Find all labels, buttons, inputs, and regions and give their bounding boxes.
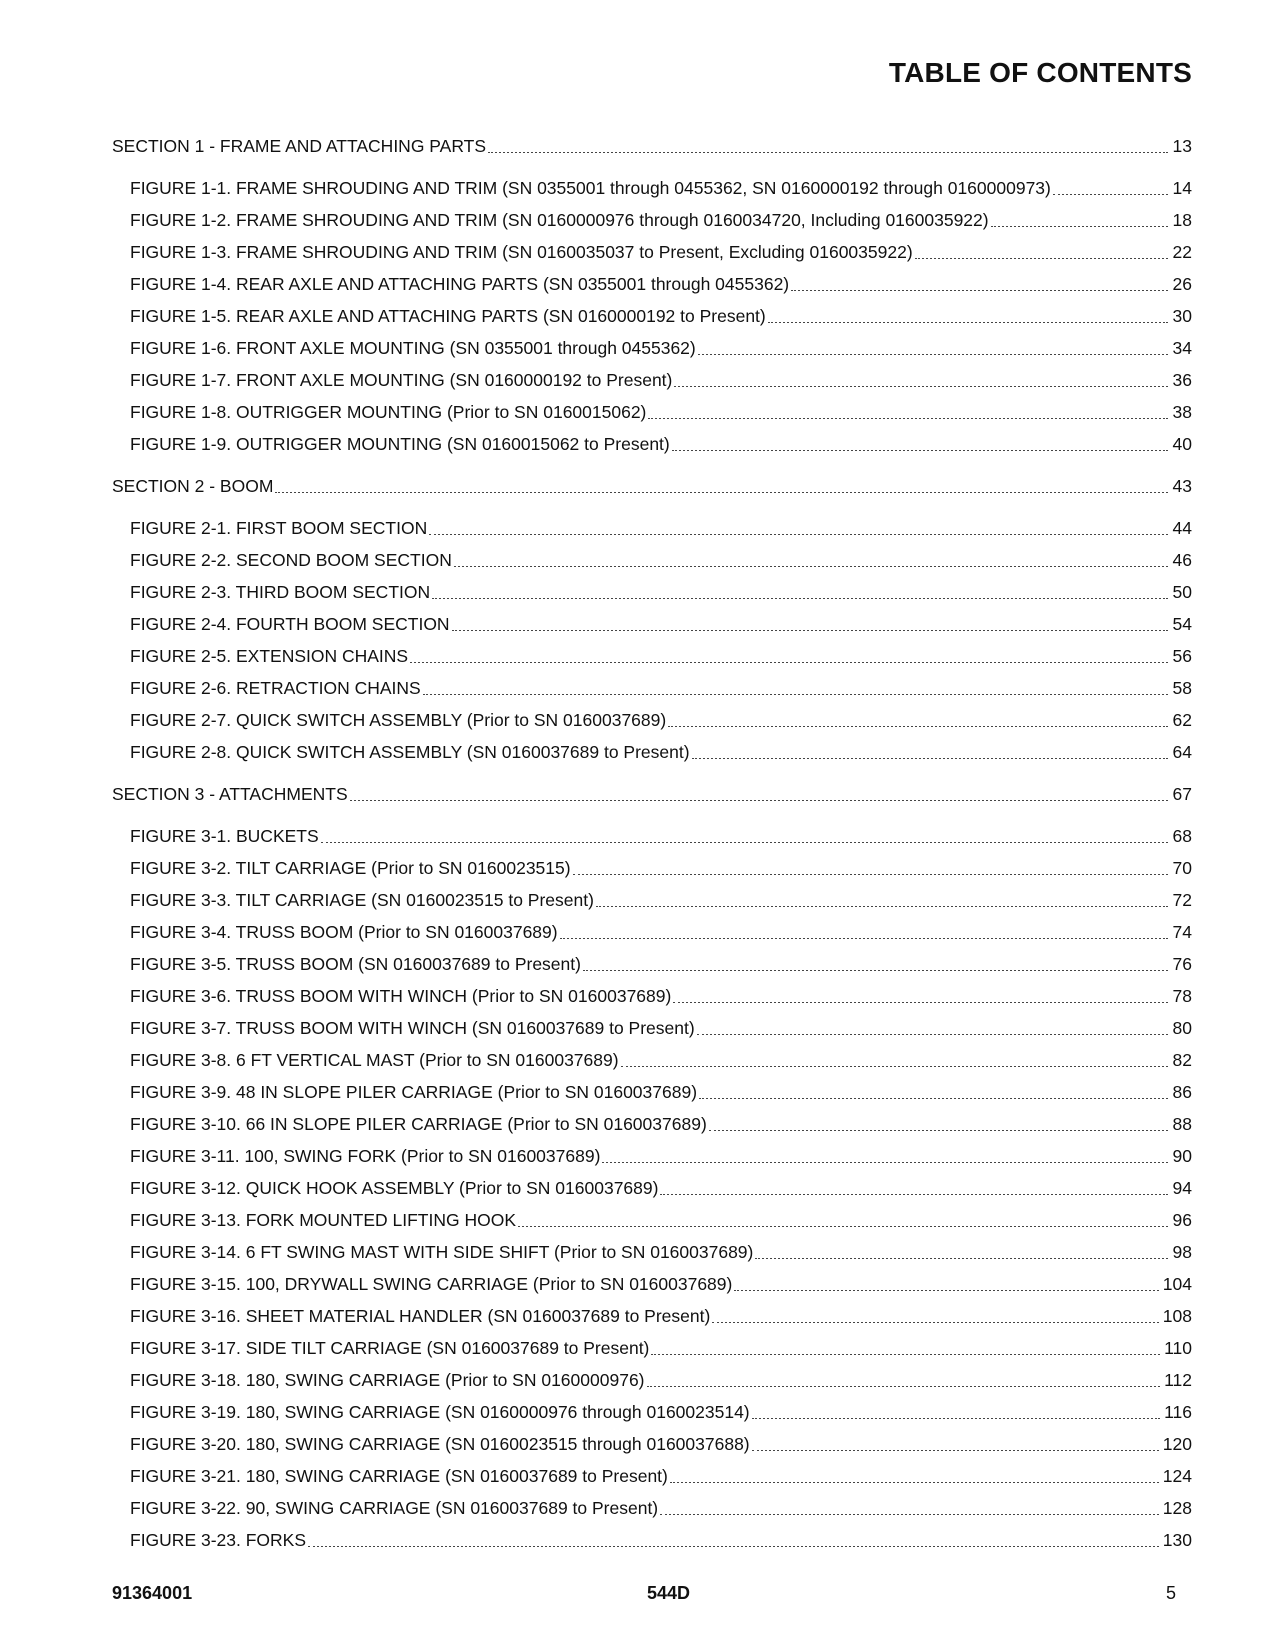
toc-entry-page[interactable]: 13 — [1172, 136, 1192, 156]
toc-entry-page[interactable]: 64 — [1172, 742, 1192, 762]
dot-leader — [1053, 194, 1168, 195]
toc-entry-page[interactable]: 86 — [1172, 1082, 1192, 1102]
toc-entry-title[interactable]: FIGURE 3-4. TRUSS BOOM (Prior to SN 0160037689) — [130, 922, 558, 942]
document-number: 91364001 — [112, 1583, 193, 1603]
toc-entry-page[interactable]: 50 — [1172, 582, 1192, 602]
toc-entry-title[interactable]: FIGURE 3-9. 48 IN SLOPE PILER CARRIAGE (Prior to SN 0160037689) — [130, 1082, 698, 1102]
table-of-contents — [112, 130, 1192, 1556]
toc-section-entry[interactable] — [112, 778, 1192, 810]
dot-leader — [668, 726, 1168, 727]
toc-entry-title[interactable]: FIGURE 1-5. REAR AXLE AND ATTACHING PARTS (SN 0160000192 to Present) — [130, 306, 766, 326]
toc-entry-page[interactable]: 40 — [1172, 434, 1192, 454]
toc-figure-entry[interactable] — [112, 428, 1192, 460]
dot-leader — [452, 630, 1168, 631]
toc-entry-page[interactable]: 26 — [1172, 274, 1192, 294]
toc-entry-title[interactable]: FIGURE 3-19. 180, SWING CARRIAGE (SN 0160000976 through 0160023514) — [130, 1402, 750, 1422]
dot-leader — [752, 1418, 1160, 1419]
dot-leader — [350, 800, 1168, 801]
toc-entry-page[interactable]: 67 — [1172, 784, 1192, 804]
toc-figure-entry[interactable] — [112, 704, 1192, 736]
toc-figure-entry[interactable] — [112, 1172, 1192, 1204]
dot-leader — [429, 534, 1168, 535]
toc-figure-entry[interactable] — [112, 332, 1192, 364]
toc-figure-entry[interactable] — [112, 512, 1192, 544]
dot-leader — [560, 938, 1168, 939]
toc-entry-page[interactable]: 68 — [1172, 826, 1192, 846]
dot-leader — [518, 1226, 1168, 1227]
toc-entry-page[interactable]: 80 — [1172, 1018, 1192, 1038]
toc-figure-entry[interactable] — [112, 852, 1192, 884]
toc-section-entry[interactable] — [112, 130, 1192, 162]
toc-entry-title[interactable]: FIGURE 3-7. TRUSS BOOM WITH WINCH (SN 0160037689 to Present) — [130, 1018, 695, 1038]
dot-leader — [308, 1546, 1159, 1547]
toc-figure-entry[interactable] — [112, 576, 1192, 608]
toc-figure-entry[interactable] — [112, 608, 1192, 640]
toc-entry-title[interactable]: FIGURE 1-6. FRONT AXLE MOUNTING (SN 0355001 through 0455362) — [130, 338, 696, 358]
toc-entry-title[interactable]: FIGURE 2-5. EXTENSION CHAINS — [130, 646, 409, 666]
toc-entry-title[interactable]: FIGURE 3-2. TILT CARRIAGE (Prior to SN 0160023515) — [130, 858, 571, 878]
toc-entry-page[interactable]: 88 — [1172, 1114, 1192, 1134]
dot-leader — [791, 290, 1168, 291]
dot-leader — [621, 1066, 1168, 1067]
toc-entry-page[interactable]: 38 — [1172, 402, 1192, 422]
dot-leader — [275, 492, 1168, 493]
dot-leader — [596, 906, 1168, 907]
toc-entry-page[interactable]: 108 — [1162, 1306, 1192, 1326]
toc-figure-entry[interactable] — [112, 1268, 1192, 1300]
dot-leader — [321, 842, 1168, 843]
dot-leader — [709, 1130, 1168, 1131]
toc-entry-page[interactable]: 72 — [1172, 890, 1192, 910]
dot-leader — [752, 1450, 1159, 1451]
toc-entry-page[interactable]: 110 — [1164, 1338, 1192, 1358]
dot-leader — [915, 258, 1168, 259]
toc-figure-entry[interactable] — [112, 820, 1192, 852]
dot-leader — [670, 1482, 1159, 1483]
toc-entry-page[interactable]: 43 — [1172, 476, 1192, 496]
toc-entry-title[interactable]: SECTION 2 - BOOM — [112, 476, 274, 496]
toc-entry-title[interactable]: FIGURE 3-18. 180, SWING CARRIAGE (Prior to SN 0160000976) — [130, 1370, 645, 1390]
dot-leader — [768, 322, 1168, 323]
toc-entry-title[interactable]: FIGURE 2-7. QUICK SWITCH ASSEMBLY (Prior to SN 0160037689) — [130, 710, 667, 730]
toc-entry-title[interactable]: FIGURE 3-3. TILT CARRIAGE (SN 0160023515 to Present) — [130, 890, 594, 910]
dot-leader — [660, 1514, 1159, 1515]
toc-figure-entry[interactable] — [112, 172, 1192, 204]
toc-entry-page[interactable]: 46 — [1172, 550, 1192, 570]
dot-leader — [699, 1098, 1168, 1099]
toc-entry-page[interactable]: 74 — [1172, 922, 1192, 942]
dot-leader — [755, 1258, 1168, 1259]
toc-entry-page[interactable]: 124 — [1162, 1466, 1192, 1486]
dot-leader — [991, 226, 1168, 227]
toc-entry-title[interactable]: SECTION 3 - ATTACHMENTS — [112, 784, 348, 804]
toc-figure-entry[interactable] — [112, 1140, 1192, 1172]
toc-entry-title[interactable]: FIGURE 3-13. FORK MOUNTED LIFTING HOOK — [130, 1210, 517, 1230]
toc-entry-title[interactable]: FIGURE 3-16. SHEET MATERIAL HANDLER (SN 0160037689 to Present) — [130, 1306, 711, 1326]
dot-leader — [651, 1354, 1160, 1355]
toc-figure-entry[interactable] — [112, 204, 1192, 236]
toc-entry-page[interactable]: 22 — [1172, 242, 1192, 262]
toc-figure-entry[interactable] — [112, 1204, 1192, 1236]
toc-entry-title[interactable]: FIGURE 3-21. 180, SWING CARRIAGE (SN 0160037689 to Present) — [130, 1466, 668, 1486]
toc-entry-title[interactable]: FIGURE 3-1. BUCKETS — [130, 826, 319, 846]
toc-entry-title[interactable]: FIGURE 3-22. 90, SWING CARRIAGE (SN 0160037689 to Present) — [130, 1498, 659, 1518]
toc-entry-page[interactable]: 76 — [1172, 954, 1192, 974]
toc-figure-entry[interactable] — [112, 1364, 1192, 1396]
toc-entry-title[interactable]: FIGURE 3-15. 100, DRYWALL SWING CARRIAGE (Prior to SN 0160037689) — [130, 1274, 733, 1294]
toc-figure-entry[interactable] — [112, 1332, 1192, 1364]
dot-leader — [647, 1386, 1161, 1387]
toc-figure-entry[interactable] — [112, 672, 1192, 704]
toc-entry-title[interactable]: FIGURE 3-20. 180, SWING CARRIAGE (SN 0160023515 through 0160037688) — [130, 1434, 750, 1454]
toc-entry-title[interactable]: FIGURE 3-17. SIDE TILT CARRIAGE (SN 0160037689 to Present) — [130, 1338, 650, 1358]
dot-leader — [674, 386, 1168, 387]
toc-figure-entry[interactable] — [112, 544, 1192, 576]
toc-entry-page[interactable]: 104 — [1162, 1274, 1192, 1294]
dot-leader — [410, 662, 1168, 663]
toc-entry-title[interactable]: FIGURE 3-12. QUICK HOOK ASSEMBLY (Prior to SN 0160037689) — [130, 1178, 659, 1198]
toc-entry-page[interactable]: 82 — [1172, 1050, 1192, 1070]
toc-figure-entry[interactable] — [112, 236, 1192, 268]
toc-entry-page[interactable]: 78 — [1172, 986, 1192, 1006]
toc-entry-title[interactable]: FIGURE 3-23. FORKS — [130, 1530, 307, 1550]
toc-entry-title[interactable]: FIGURE 1-4. REAR AXLE AND ATTACHING PARTS (SN 0355001 through 0455362) — [130, 274, 790, 294]
dot-leader — [697, 1034, 1168, 1035]
dot-leader — [698, 354, 1168, 355]
dot-leader — [692, 758, 1168, 759]
dot-leader — [673, 1002, 1168, 1003]
toc-entry-page[interactable]: 70 — [1172, 858, 1192, 878]
toc-section-entry[interactable] — [112, 470, 1192, 502]
toc-figure-entry[interactable] — [112, 268, 1192, 300]
toc-figure-entry[interactable] — [112, 396, 1192, 428]
toc-figure-entry[interactable] — [112, 364, 1192, 396]
toc-entry-title[interactable]: FIGURE 1-9. OUTRIGGER MOUNTING (SN 0160015062 to Present) — [130, 434, 670, 454]
toc-figure-entry[interactable] — [112, 1076, 1192, 1108]
toc-entry-page[interactable]: 96 — [1172, 1210, 1192, 1230]
toc-entry-title[interactable]: FIGURE 2-4. FOURTH BOOM SECTION — [130, 614, 450, 634]
dot-leader — [734, 1290, 1158, 1291]
toc-figure-entry[interactable] — [112, 1460, 1192, 1492]
toc-entry-page[interactable]: 130 — [1162, 1530, 1192, 1550]
toc-figure-entry[interactable] — [112, 916, 1192, 948]
dot-leader — [583, 970, 1168, 971]
toc-figure-entry[interactable] — [112, 1396, 1192, 1428]
toc-figure-entry[interactable] — [112, 980, 1192, 1012]
toc-entry-page[interactable]: 94 — [1172, 1178, 1192, 1198]
toc-entry-title[interactable]: FIGURE 2-2. SECOND BOOM SECTION — [130, 550, 452, 570]
dot-leader — [672, 450, 1168, 451]
page-number: 5 — [1165, 1583, 1176, 1603]
toc-figure-entry[interactable] — [112, 1012, 1192, 1044]
page-footer — [112, 1583, 1192, 1607]
toc-entry-title[interactable]: FIGURE 1-3. FRAME SHROUDING AND TRIM (SN 0160035037 to Present, Excluding 0160035922) — [130, 242, 913, 262]
toc-entry-title[interactable]: FIGURE 2-8. QUICK SWITCH ASSEMBLY (SN 0160037689 to Present) — [130, 742, 690, 762]
dot-leader — [660, 1194, 1168, 1195]
dot-leader — [423, 694, 1168, 695]
toc-figure-entry[interactable] — [112, 1492, 1192, 1524]
toc-entry-title[interactable]: FIGURE 1-1. FRAME SHROUDING AND TRIM (SN 0355001 through 0455362, SN 0160000192 through 0160000973) — [130, 178, 1051, 198]
toc-entry-title[interactable]: FIGURE 1-2. FRAME SHROUDING AND TRIM (SN 0160000976 through 0160034720, Including 0160035922) — [130, 210, 989, 230]
toc-entry-title[interactable]: FIGURE 3-6. TRUSS BOOM WITH WINCH (Prior to SN 0160037689) — [130, 986, 672, 1006]
toc-entry-page[interactable]: 56 — [1172, 646, 1192, 666]
toc-entry-page[interactable]: 128 — [1162, 1498, 1192, 1518]
toc-entry-page[interactable]: 58 — [1172, 678, 1192, 698]
page-title: TABLE OF CONTENTS — [888, 57, 1192, 88]
toc-figure-entry[interactable] — [112, 884, 1192, 916]
toc-figure-entry[interactable] — [112, 300, 1192, 332]
toc-entry-title[interactable]: FIGURE 2-3. THIRD BOOM SECTION — [130, 582, 431, 602]
toc-entry-page[interactable]: 18 — [1172, 210, 1192, 230]
toc-entry-page[interactable]: 44 — [1172, 518, 1192, 538]
dot-leader — [432, 598, 1168, 599]
toc-entry-page[interactable]: 54 — [1172, 614, 1192, 634]
dot-leader — [573, 874, 1168, 875]
toc-figure-entry[interactable] — [112, 1428, 1192, 1460]
dot-leader — [488, 152, 1168, 153]
toc-entry-title[interactable]: FIGURE 1-7. FRONT AXLE MOUNTING (SN 0160000192 to Present) — [130, 370, 673, 390]
toc-entry-title[interactable]: FIGURE 1-8. OUTRIGGER MOUNTING (Prior to SN 0160015062) — [130, 402, 647, 422]
toc-figure-entry[interactable] — [112, 640, 1192, 672]
toc-figure-entry[interactable] — [112, 1044, 1192, 1076]
toc-entry-page[interactable]: 14 — [1172, 178, 1192, 198]
dot-leader — [602, 1162, 1168, 1163]
toc-entry-page[interactable]: 90 — [1172, 1146, 1192, 1166]
dot-leader — [648, 418, 1168, 419]
toc-entry-page[interactable]: 62 — [1172, 710, 1192, 730]
toc-entry-page[interactable]: 116 — [1164, 1402, 1192, 1422]
toc-entry-title[interactable]: SECTION 1 - FRAME AND ATTACHING PARTS — [112, 136, 487, 156]
toc-figure-entry[interactable] — [112, 948, 1192, 980]
toc-entry-title[interactable]: FIGURE 3-14. 6 FT SWING MAST WITH SIDE SHIFT (Prior to SN 0160037689) — [130, 1242, 754, 1262]
toc-figure-entry[interactable] — [112, 1108, 1192, 1140]
model-number: 544D — [647, 1583, 691, 1603]
toc-figure-entry[interactable] — [112, 1300, 1192, 1332]
toc-figure-entry[interactable] — [112, 1236, 1192, 1268]
dot-leader — [712, 1322, 1158, 1323]
dot-leader — [454, 566, 1168, 567]
toc-entry-title[interactable]: FIGURE 2-1. FIRST BOOM SECTION — [130, 518, 428, 538]
toc-entry-title[interactable]: FIGURE 2-6. RETRACTION CHAINS — [130, 678, 421, 698]
toc-entry-page[interactable]: 34 — [1172, 338, 1192, 358]
toc-entry-title[interactable]: FIGURE 3-11. 100, SWING FORK (Prior to SN 0160037689) — [130, 1146, 601, 1166]
toc-entry-page[interactable]: 36 — [1172, 370, 1192, 390]
toc-entry-title[interactable]: FIGURE 3-5. TRUSS BOOM (SN 0160037689 to Present) — [130, 954, 581, 974]
toc-entry-page[interactable]: 30 — [1172, 306, 1192, 326]
toc-entry-page[interactable]: 112 — [1164, 1370, 1192, 1390]
toc-entry-title[interactable]: FIGURE 3-8. 6 FT VERTICAL MAST (Prior to SN 0160037689) — [130, 1050, 619, 1070]
toc-entry-page[interactable]: 120 — [1162, 1434, 1192, 1454]
toc-figure-entry[interactable] — [112, 736, 1192, 768]
toc-figure-entry[interactable] — [112, 1524, 1192, 1556]
toc-entry-title[interactable]: FIGURE 3-10. 66 IN SLOPE PILER CARRIAGE (Prior to SN 0160037689) — [130, 1114, 707, 1134]
toc-entry-page[interactable]: 98 — [1172, 1242, 1192, 1262]
